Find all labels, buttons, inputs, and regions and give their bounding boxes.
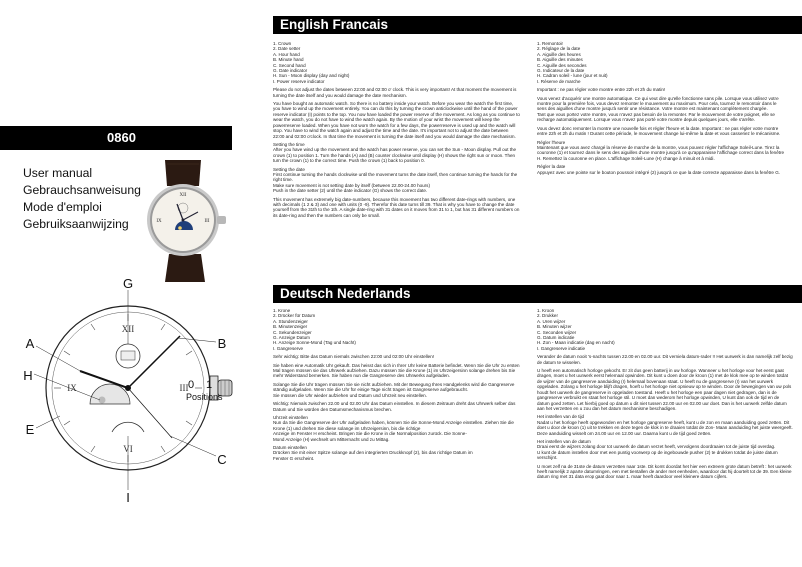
diagram-label-b: B [217, 336, 227, 351]
dutch-column [537, 308, 793, 560]
list-item: I. Gangreserve indicatie [537, 345, 586, 351]
crown-positions-label: Positions [186, 392, 223, 402]
manual-titles [23, 165, 141, 233]
manual-title-german: Gebrauchsanweisung [23, 183, 141, 197]
list-item: 2. Drücker für Datum [273, 313, 316, 319]
manual-title-french: Mode d'emploi [23, 200, 102, 214]
watch-photo [143, 158, 231, 283]
crown-position-1: 1 [206, 379, 213, 391]
crown-position-0: 0 [188, 379, 195, 391]
model-number-bar [0, 126, 232, 150]
paragraph: Sehr wichtig: Bitte das Datum niemals zwischen 22:00 und 02:00 Uhr einstellen! [273, 354, 434, 360]
french-column [537, 41, 787, 281]
diagram-label-h: H [23, 368, 33, 383]
list-item: 1. Crown [273, 41, 292, 46]
paragraph: Uhrzeit einstellen Nun da Sie die Gangreserve der Uhr aufgeladen haben, können Sie die Sonne-Mond Anzeige einstellen. Ziehen Sie die Krone (1) und drehen Sie diese solange im Uhrzeigersinn, bis die richtige Anzeige im Fenster H erscheint. Bringen Sie die Krone in die Normalposition zurück. Die Sonne- Mond Anzeige (H) wechselt um Mitternacht und zu Mittag. [273, 414, 514, 442]
german-column [273, 308, 521, 558]
english-column [273, 41, 521, 283]
list-item: G. Date indicator [273, 68, 308, 74]
french-parts-list [537, 41, 787, 84]
list-item: B. Aiguille des minutes [537, 57, 583, 63]
paragraph: Régler l'heure Maintenant que vous avez chargé la réserve de marche de la montre, vous pouvez régler l'affichage Soleil-Lune. Tirez la couronne (1) et tournez dans le sens des aiguilles d'une montre jusqu'à ce qu'apparaisse l'affichage correct dans la fenêtre H. Remettez la couronne en place. L'affichage Soleil-Lune (H) change à minuit et à midi. [537, 139, 785, 161]
list-item: G. Anzeige Datum [273, 335, 310, 341]
paragraph: Sie haben eine Automatik Uhr gekauft. Das heisst das sich in Ihrer Uhr keine Batterie befindet. Wenn Sie die Uhr zu ersten Mal tragen müssen sie das Uhrwerk aufziehen. Dazu müssen Sie die Krone (1) im Uhrzeigersinn solange drehen bis Sie mehr Widerstand bemerken. Sie haben nun die Gangreserve des Uhrwerks aufgeladen. [273, 362, 520, 379]
paragraph: Solange Sie die Uhr tragen müssen Sie sie nicht aufziehen. Mit der Bewegung Ihres Handgelenks wird die Gangreserve ständig aufgeladen. Wenn Sie die Uhr für einige Tage nicht tragen ist Gangreserve aufgebraucht. Sie müssen die Uhr wieder aufziehen und Datum und Uhrzeit neu einstellen. [273, 381, 515, 398]
svg-text:XII: XII [121, 324, 135, 334]
list-item: G. Indicateur de la date [537, 68, 585, 74]
paragraph: Het instellen van de tijd Nadat u het horloge heeft opgewonden en het horloge gangreserve heeft, kunt u de zon en maan aanduiding goed zetten. Dit doet u door de kroon (1) uit te trekken en deze tegen de klok in te draaien totdat de Zon- Maan aanduiding het juiste weergeeft. Deze aanduiding wisselt om 24.00 uur en 12.00 uur. Daarna kunt u de tijd goed zetten. [537, 414, 793, 436]
paragraph: You have bought an automatic watch. So there is no battery inside your watch. Before you wear the watch the first time, you have to wind up the movement entirely. You can do this by turning the crown anticlockwise until the hand of the power reserve indicator (I) points to the top. You now have loaded the power reserve of the movement. As long as you continue to wear the watch, you do not have to wind the watch again. By the motion of your wrist the movement will keep the powerreserve loaded. When you have not worn the watch for a few days, the powerreserve is used up and the watch will stop. You have to wind the watch again and adjust the time and the date. It's important not to adjust the date between 22:00 and 02:00 o'clock. In that time the movement is turning the date itself and you would damage the date mechanism. [273, 101, 520, 139]
list-item: C. Second hand [273, 62, 306, 68]
paragraph: U heeft een automatisch horloge gekocht. Er zit dus geen batterij in uw horloge. Wanneer u het horloge voor het eerst gaat dragen, moet u het uurwerk eerst helemaal opwinden. Dit kunt u doen door de kroon (1) met de klok mee op te winden totdat de wijzer van de gangreserve aanduiding (I) helemaal bovenaan staat. U heeft nu de gangreserve (I) van het uurwerk opgeladen. Zolang u het horloge blijft dragen, hoeft u het horloge niet opnieuw op te winden. Door de bewegingen van uw pols houdt het uurwerk de gangreserve in opgeladen toestand. Heeft u het horloge een paar dagen niet gedragen, dan is de gangreserve verbruikt en staat het horloge stil. U moet dan wederom het horloge opwinden, U kunt dan ook de tijd en de datum goed zetten. Let hierbij goed op datum u dit niet tussen 22.00 uur en 02.00 uur doet. Dan is het uurwerk zelfde datum aan het verzetten en u zou dan het datum mechanisme beschadigen. [537, 368, 792, 411]
english-parts-list [273, 41, 521, 84]
list-item: I. Gangreserve [273, 345, 304, 351]
paragraph: Please do not adjust the dates between 22:00 and 02:00 o' clock. This is very important! At that moment the movement is turning the date itself and you would damage the date mechanism. [273, 87, 517, 98]
manual-title-dutch: Gebruiksaanwijzing [23, 217, 129, 231]
list-item: H. Anzeige Sonne-Mond (Tag und Nacht) [273, 340, 356, 346]
diagram-label-g: G [122, 276, 134, 291]
watch-diagram [20, 276, 248, 506]
list-item: 1. Kroon [537, 308, 555, 313]
svg-text:IX: IX [67, 383, 77, 393]
list-item: H. Zon - Maan indicatie (dag en nacht) [537, 340, 615, 346]
paragraph: This movement has extremely big date-numbers, because this movement has two different date-rings with numbers, one with decimals (1 2 & 3) and one with units (0 -9). Therefor this date turns till 39. That is why you have to change the date yourself from the 31th to the 1th. A single date-ring with 31 dates on it moves from 31 to 1, but has 31 different numbers on its date-ring and then the numbers can only be small. [273, 196, 520, 218]
list-item: B. Minuten wijzer [537, 324, 572, 330]
diagram-label-i: I [126, 490, 130, 505]
svg-text:IX: IX [156, 219, 162, 224]
paragraph: Het instellen van de datum Draai eerst de wijzers zolang door tot uurwerk de datum verzet heeft, vervolgens doordraaien tot de juiste tijd overdag. U kunt de datum instellen door met een puntig voorwerp op de ingebouwde pusher (2) te drukken totdat de juiste datum verschijnt. [537, 438, 778, 461]
list-item: A. Uren wijzer [537, 318, 566, 324]
dutch-parts-list [537, 308, 793, 351]
paragraph: Verander de datum nooit 's-nachts tussen 22.00 en 02.00 uur. Dit verniela datum-rader !! Het uurwerk is dan namelijk zelf bezig de datum te wisselen. [537, 354, 793, 365]
paragraph: Vous venez d'acquérir une montre automatique. Ce qui veut dire qu'elle fonctionne sans pile. Lorsque vous utilisez votre montre pour la première fois, vous devez remonter le mouvement au maximum. Pour cela, tournez le remontoir dans le sens des aiguilles d'une montre jusqu'à sentir une résistance. Votre montre est maintenant complètement chargée. Tant que vous portez votre montre, vous n'avez pas besoin de la remonter. Par le mouvement de votre poignet, elle se recharge automatiquement. Lorsque vous n'avez pas porté votre montre depuis quelques jours, elle s'arrête. [537, 95, 779, 123]
section-header-english-french [273, 16, 802, 34]
list-item: 1. Krone [273, 308, 291, 313]
list-item: C. Aiguille des secondes [537, 62, 587, 68]
list-item: C. Seconden wijzer [537, 329, 577, 335]
manual-title-english: User manual [23, 166, 93, 180]
list-item: G. Datum indicatie [537, 335, 575, 341]
model-number: 0860 [107, 130, 136, 145]
list-item: A. Stundenzeiger [273, 318, 308, 324]
list-item: H. Cadran soleil - lune (jour et nuit) [537, 73, 608, 79]
section-title-english-french: English Francais [280, 17, 389, 32]
list-item: I. Power reserve indicator [273, 78, 325, 84]
list-item: B. Minute hand [273, 57, 304, 63]
section-title-german-dutch: Deutsch Nederlands [280, 286, 411, 301]
list-item: C. Sekundenzeiger [273, 329, 312, 335]
list-item: B. Minutenzeiger [273, 324, 308, 330]
paragraph: Setting the time After you have wind up the movement and the watch has power reserve, you can set the Sun - Moon display. Pull out the crown (1) to position 1. Turn the hands (A) and (B) counter clockwise until display (H) shows the right sun or moon. Then turn the crown (1) to the correct time. Push the crown (1) back to position 0. [273, 141, 517, 164]
section-header-german-dutch [273, 285, 802, 303]
diagram-label-c: C [217, 452, 227, 467]
list-item: 2. Date setter [273, 46, 301, 52]
list-item: 2. Réglage de la date [537, 46, 581, 52]
svg-text:III: III [179, 383, 189, 393]
list-item: I. Réserve de marche [537, 78, 581, 84]
list-item: 2. Drukker [537, 313, 558, 319]
diagram-label-a: A [25, 336, 35, 351]
list-item: 1. Remontoir [537, 41, 564, 46]
list-item: A. Hour hand [273, 51, 300, 57]
list-item: H. Sun - Moon display (day and night) [273, 73, 350, 79]
paragraph: U moet zelf na de 31ste de datum verzetten naar 1ste. Dit komt doordat het hier een extreem grote datum betreft : het uurwerk heeft namelijk 2 aparte datumringen, een met tientallen de ander met eenheden, waardoor dat hij doortelt tot de 39. Een kleine datum ring met 31 data erop gaat door naar 1. maar heeft daardoor veel kleinere datum cijfers. [537, 463, 792, 480]
diagram-label-e: E [25, 422, 35, 437]
paragraph: Important : ne pas régler votre montre entre 22h et 2h du matin! [537, 87, 666, 93]
paragraph: Vous devez donc remonter la montre une nouvelle fois et régler l'heure et la date. Important : ne pas régler votre montre entre 22h et 2h du matin ! Durant cette période, le mouvement change lui-même la date et vous casseriez le mécanisme. [537, 125, 781, 137]
paragraph: Régler la date Appuyez avec une pointe sur le bouton poussoir intégré (2) jusqu'à ce que la date correcte apparaisse dans la fenêtre G. [537, 164, 781, 175]
svg-text:III: III [204, 219, 210, 224]
svg-text:VI: VI [123, 444, 133, 454]
list-item: A. Aiguille des heures [537, 51, 581, 57]
paragraph: Wichtig: Niemals zwischen 22.00 und 02.00 Uhr das Datum einstellen. In diesem Zeitraum dreht das Uhrwerk selber das Datum und Sie würden den Datumsmechanismus brechen. [273, 401, 516, 412]
paragraph: Datum einstellen Drücken Sie mit einer Spitze solange auf den integrierten Druckknopf (2), bis das richtige Datum im Fenster G erscheint. [273, 444, 473, 461]
german-parts-list [273, 308, 521, 351]
paragraph: Setting the date First continue turning the hands clockwise until the movement turns the date itself, then continue turning the hands for the right time. Make sure movement is not setting date by itself (between 22.00-24.00 hours) Push in the date setter (2) until the date indicator (G) shows the correct date. [273, 166, 518, 194]
svg-text:XII: XII [179, 193, 187, 198]
